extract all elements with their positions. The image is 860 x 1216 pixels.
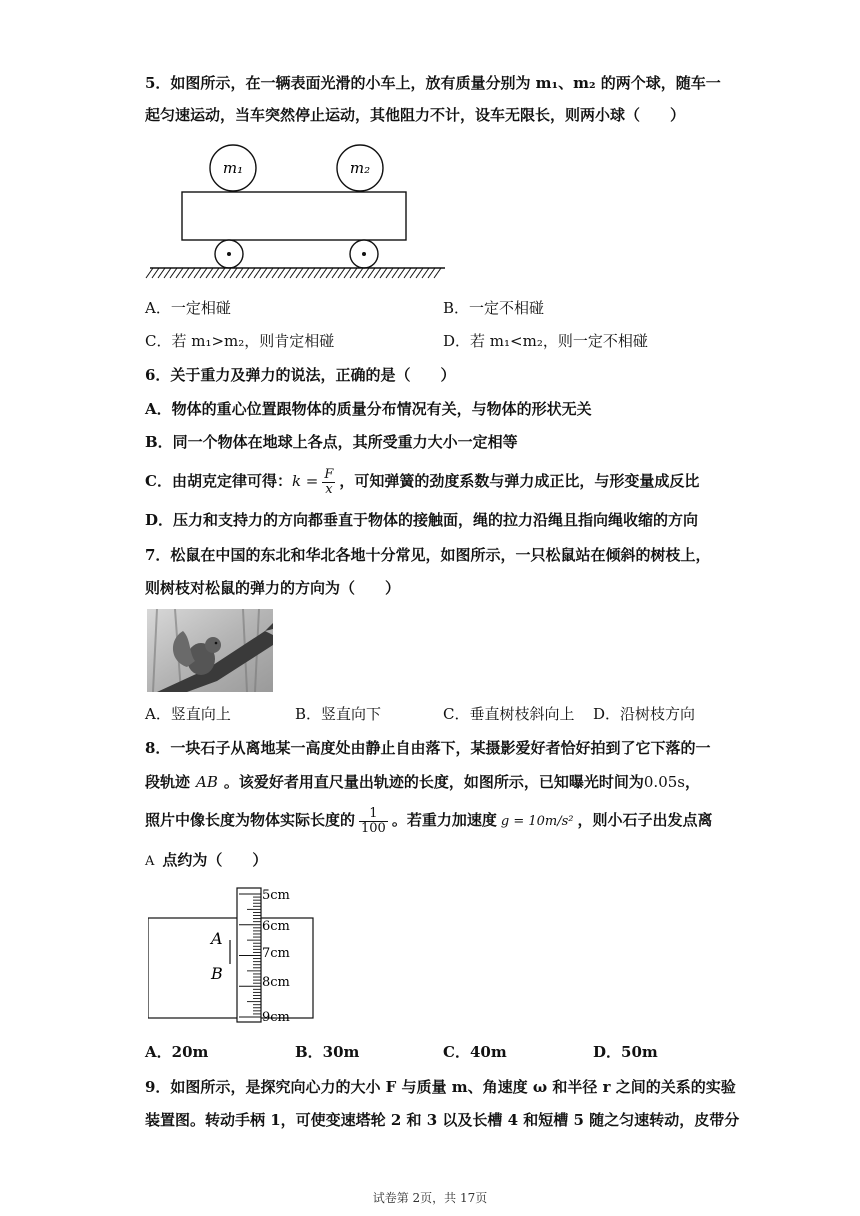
hooke-k: k = (291, 472, 319, 490)
label-b: B (211, 964, 223, 983)
hatch-stroke (230, 268, 237, 278)
track-ab: AB (196, 773, 218, 791)
q6-option-d: D．压力和支持力的方向都垂直于物体的接触面，绳的拉力沿绳且指向绳收缩的方向 (145, 511, 699, 529)
hatch-stroke (206, 268, 213, 278)
hatch-stroke (272, 268, 279, 278)
hatch-stroke (248, 268, 255, 278)
ruler-label-6: 6cm (262, 919, 290, 934)
q8-stem-line1: 8．一块石子从离地某一高度处由静止自由落下，某摄影爱好者恰好拍到了它下落的一 (145, 739, 711, 757)
hatch-stroke (278, 268, 285, 278)
q6-option-b: B．同一个物体在地球上各点，其所受重力大小一定相等 (145, 433, 518, 451)
hooke-fraction: $\frac{F}{x}$ (324, 466, 334, 497)
q8-option-b: B．30m (295, 1043, 360, 1061)
q5-option-d: D．若 m₁<m₂，则一定不相碰 (443, 332, 648, 350)
ruler-label-7: 7cm (262, 946, 290, 961)
q6-stem: 6．关于重力及弹力的说法，正确的是（ ） (145, 366, 456, 384)
hatch-stroke (398, 268, 405, 278)
hatch-stroke (410, 268, 417, 278)
squirrel-photo (147, 609, 273, 692)
q8-stem-line3: 照片中像长度为物体实际长度的 $\frac{1}{100}$ 。若重力加速度 g = 10m/s² ，则小石子出发点离 (145, 805, 713, 836)
hatch-stroke (392, 268, 399, 278)
hatch-stroke (296, 268, 303, 278)
hatch-stroke (218, 268, 225, 278)
ball-m2-label: m₂ (349, 159, 371, 177)
page-footer: 试卷第 2页，共 17页 (372, 1191, 488, 1205)
hatch-stroke (284, 268, 291, 278)
hatch-stroke (200, 268, 207, 278)
hatch-stroke (350, 268, 357, 278)
hatch-stroke (254, 268, 261, 278)
q7-stem-line1: 7．松鼠在中国的东北和华北各地十分常见，如图所示，一只松鼠站在倾斜的树枝上， (145, 546, 711, 564)
hatch-stroke (302, 268, 309, 278)
ground-hatching (146, 268, 441, 278)
q7-option-d: D．沿树枝方向 (593, 705, 696, 723)
q7-option-a: A．竖直向上 (145, 705, 231, 723)
hatch-stroke (434, 268, 441, 278)
q5-option-b: B．一定不相碰 (443, 299, 545, 317)
q6-option-c-suffix: ，可知弹簧的劲度系数与弹力成正比，与形变量成反比 (339, 472, 700, 490)
ruler-diagram (148, 884, 318, 1026)
hatch-stroke (344, 268, 351, 278)
ruler-label-5: 5cm (262, 888, 290, 903)
q8-stem-line2: 段轨迹 AB 。该爱好者用直尺量出轨迹的长度，如图所示，已知曝光时间为0.05s， (145, 773, 701, 791)
q7-option-c: C．垂直树枝斜向上 (443, 705, 575, 723)
hatch-stroke (320, 268, 327, 278)
q7-stem-line2: 则树枝对松鼠的弹力的方向为（ ） (145, 579, 401, 597)
ball-m1-label: m₁ (222, 159, 244, 177)
hatch-stroke (314, 268, 321, 278)
ruler-label-8: 8cm (262, 975, 290, 990)
hatch-stroke (194, 268, 201, 278)
hatch-stroke (356, 268, 363, 278)
cart-body (182, 192, 406, 240)
q9-stem-line2: 装置图。转动手柄 1，可使变速塔轮 2 和 3 以及长槽 4 和短槽 5 随之匀速转动，皮带分 (145, 1111, 740, 1129)
hatch-stroke (242, 268, 249, 278)
hatch-stroke (182, 268, 189, 278)
hatch-stroke (212, 268, 219, 278)
hatch-stroke (380, 268, 387, 278)
q5-stem-line1: 5．如图所示，在一辆表面光滑的小车上，放有质量分别为 m₁、m₂ 的两个球，随车一 (145, 74, 721, 92)
hatch-stroke (428, 268, 435, 278)
q8-option-a: A．20m (145, 1043, 209, 1061)
hatch-stroke (188, 268, 195, 278)
hatch-stroke (404, 268, 411, 278)
hatch-stroke (158, 268, 165, 278)
hatch-stroke (152, 268, 159, 278)
cart-diagram (145, 140, 455, 285)
q6-option-c (145, 464, 699, 498)
q6-option-c-prefix: C．由胡克定律可得： (145, 472, 292, 490)
exposure-time: 0.05s (643, 773, 685, 791)
hatch-stroke (266, 268, 273, 278)
hatch-stroke (236, 268, 243, 278)
q8-option-c: C．40m (443, 1043, 507, 1061)
hatch-stroke (308, 268, 315, 278)
hatch-stroke (170, 268, 177, 278)
hatch-stroke (164, 268, 171, 278)
hatch-stroke (368, 268, 375, 278)
hatch-stroke (224, 268, 231, 278)
hatch-stroke (362, 268, 369, 278)
label-a: A (211, 929, 223, 948)
hatch-stroke (338, 268, 345, 278)
q9-stem-line1: 9．如图所示，是探究向心力的大小 F 与质量 m、角速度 ω 和半径 r 之间的关系的实验 (145, 1078, 736, 1096)
hatch-stroke (176, 268, 183, 278)
hatch-stroke (422, 268, 429, 278)
q5-option-c: C．若 m₁>m₂，则肯定相碰 (145, 332, 335, 350)
q7-option-b: B．竖直向下 (295, 705, 382, 723)
scale-fraction: $\frac{1}{100}$ (361, 805, 386, 836)
hatch-stroke (260, 268, 267, 278)
squirrel-head (205, 637, 221, 653)
q5-option-a: A．一定相碰 (145, 299, 231, 317)
hatch-stroke (416, 268, 423, 278)
q5-stem-line2: 起匀速运动，当车突然停止运动，其他阻力不计，设车无限长，则两小球（ ） (145, 106, 686, 124)
q6-option-a: A．物体的重心位置跟物体的质量分布情况有关，与物体的形状无关 (145, 400, 592, 418)
hatch-stroke (374, 268, 381, 278)
q8-option-d: D．50m (593, 1043, 658, 1061)
gravity-value: g = 10m/s² (500, 814, 574, 829)
q8-stem-line4: A 点约为（ ） (145, 851, 268, 869)
ruler-label-9: 9cm (262, 1010, 290, 1025)
hatch-stroke (290, 268, 297, 278)
hatch-stroke (326, 268, 333, 278)
hatch-stroke (386, 268, 393, 278)
hatch-stroke (146, 268, 153, 278)
hatch-stroke (332, 268, 339, 278)
